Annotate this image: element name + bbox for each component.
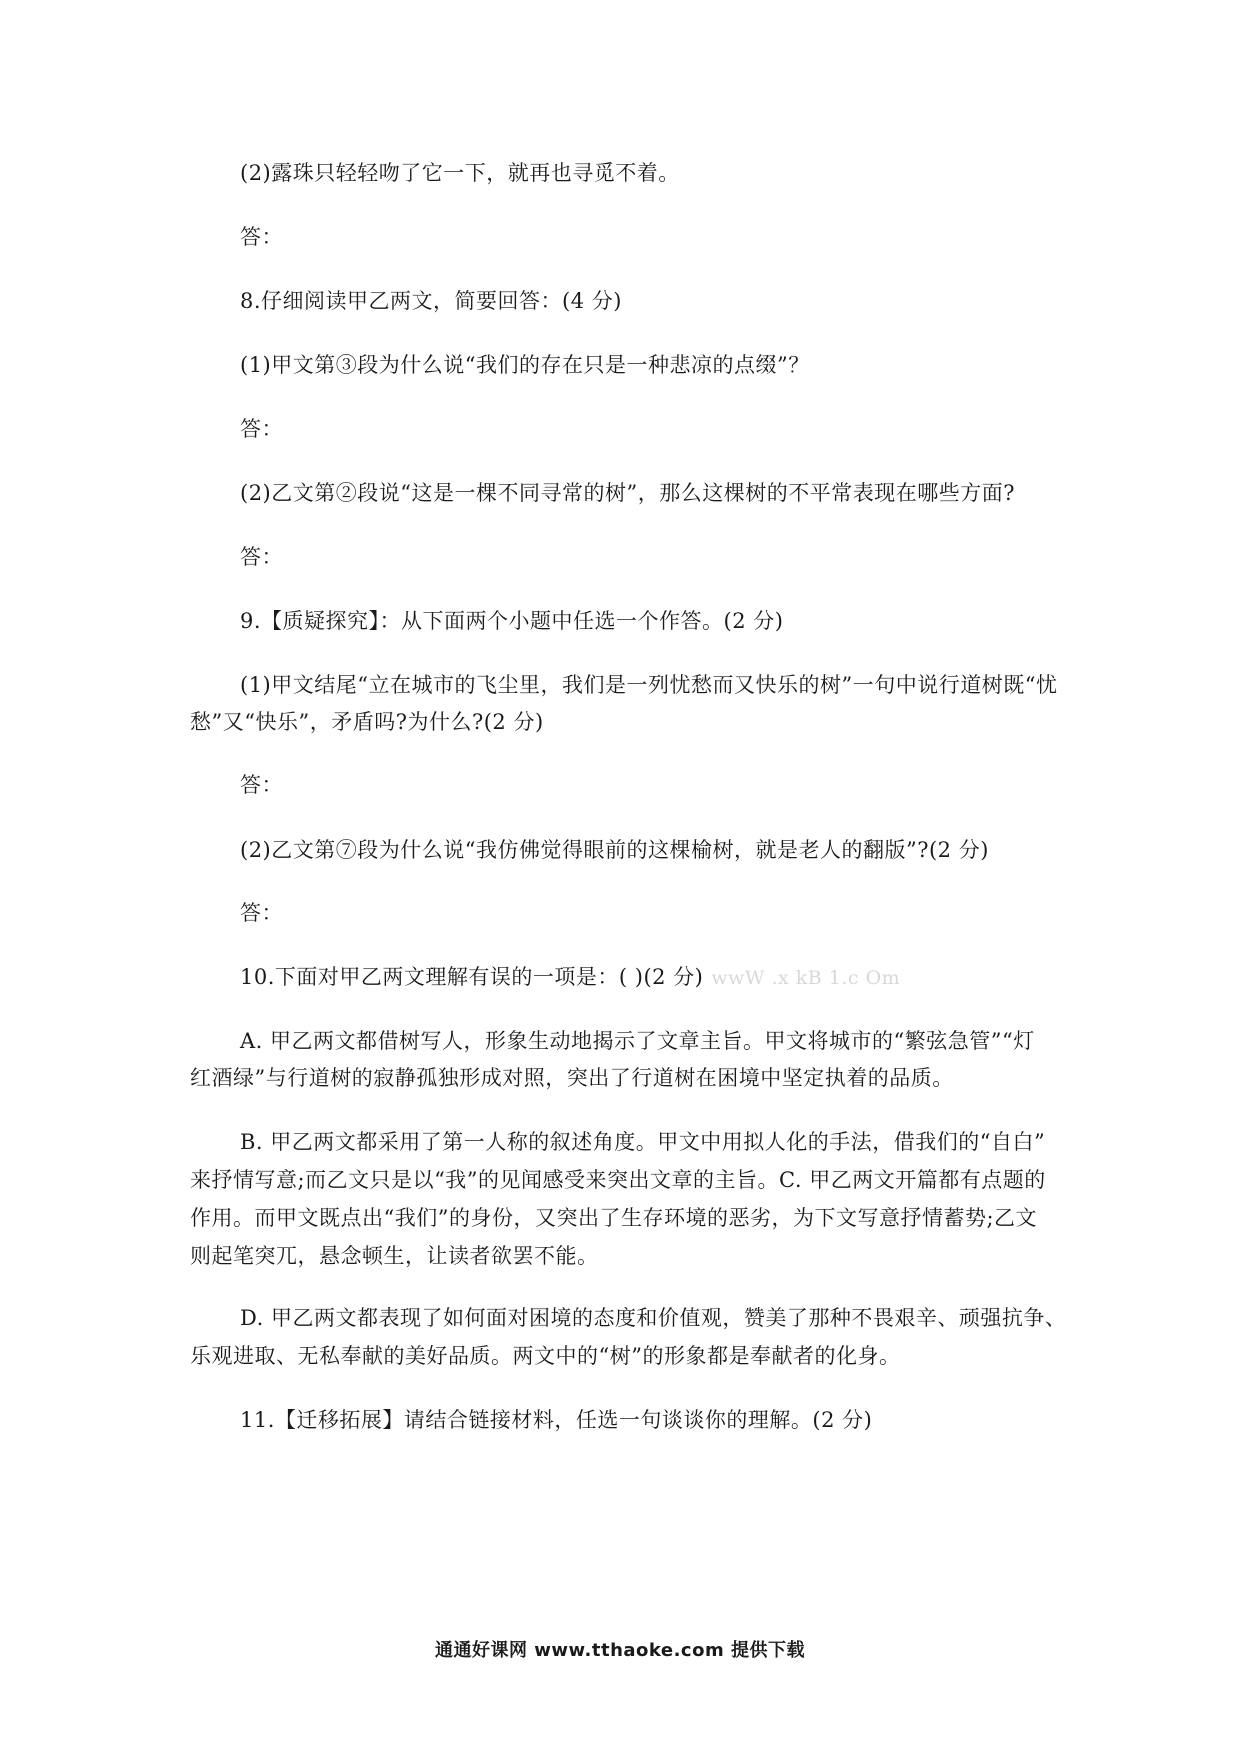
answer-line: 答： (240, 901, 283, 925)
q9-heading: 9.【质疑探究】：从下面两个小题中任选一个作答。(2 分) (240, 609, 784, 633)
option-bc-line-1: B. 甲乙两文都采用了第一人称的叙述角度。甲文中用拟人化的手法，借我们的“自白” (240, 1130, 1046, 1154)
option-a-line-1: A. 甲乙两文都借树写人，形象生动地揭示了文章主旨。甲文将城市的“繁弦急管”“灯 (240, 1029, 1035, 1053)
watermark-text: wwW .x kB 1.c Om (711, 967, 901, 989)
q8-item-2: (2)乙文第②段说“这是一棵不同寻常的树”，那么这棵树的不平常表现在哪些方面? (240, 481, 1015, 505)
option-bc-line-4: 则起笔突兀，悬念顿生，让读者欲罢不能。 (190, 1244, 599, 1268)
q9-item-2: (2)乙文第⑦段为什么说“我仿佛觉得眼前的这棵榆树，就是老人的翻版”?(2 分) (240, 838, 989, 862)
answer-line: 答： (240, 417, 283, 441)
q9-item-1-line-2: 愁”又“快乐”，矛盾吗?为什么?(2 分) (190, 710, 544, 734)
option-d-line-2: 乐观进取、无私奉献的美好品质。两文中的“树”的形象都是奉献者的化身。 (190, 1344, 901, 1368)
answer-line: 答： (240, 773, 283, 797)
q10-heading (240, 962, 900, 993)
page-footer: 通通好课网 www.tthaoke.com 提供下载 (435, 1640, 805, 1661)
option-bc-line-2: 来抒情写意;而乙文只是以“我”的见闻感受来突出文章的主旨。C. 甲乙两文开篇都有点题的 (190, 1168, 1046, 1192)
q11-heading: 11.【迁移拓展】请结合链接材料，任选一句谈谈你的理解。(2 分) (240, 1408, 873, 1432)
q8-heading: 8.仔细阅读甲乙两文，简要回答：(4 分) (240, 289, 622, 313)
option-a-line-2: 红酒绿”与行道树的寂静孤独形成对照，突出了行道树在困境中坚定执着的品质。 (190, 1066, 954, 1090)
q10-text: 10.下面对甲乙两文理解有误的一项是：( )(2 分) (240, 965, 704, 989)
option-d-line-1: D. 甲乙两文都表现了如何面对困境的态度和价值观，赞美了那种不畏艰辛、顽强抗争、 (240, 1306, 1067, 1330)
answer-line: 答： (240, 225, 283, 249)
q7-item-2: (2)露珠只轻轻吻了它一下，就再也寻觅不着。 (240, 161, 680, 185)
q9-item-1-line-1: (1)甲文结尾“立在城市的飞尘里，我们是一列忧愁而又快乐的树”一句中说行道树既“忧 (240, 673, 1058, 697)
option-bc-line-3: 作用。而甲文既点出“我们”的身份，又突出了生存环境的恶劣，为下文写意抒情蓄势;乙文 (190, 1206, 1038, 1230)
q8-item-1: (1)甲文第③段为什么说“我们的存在只是一种悲凉的点缀”？ (240, 353, 810, 377)
answer-line: 答： (240, 545, 283, 569)
